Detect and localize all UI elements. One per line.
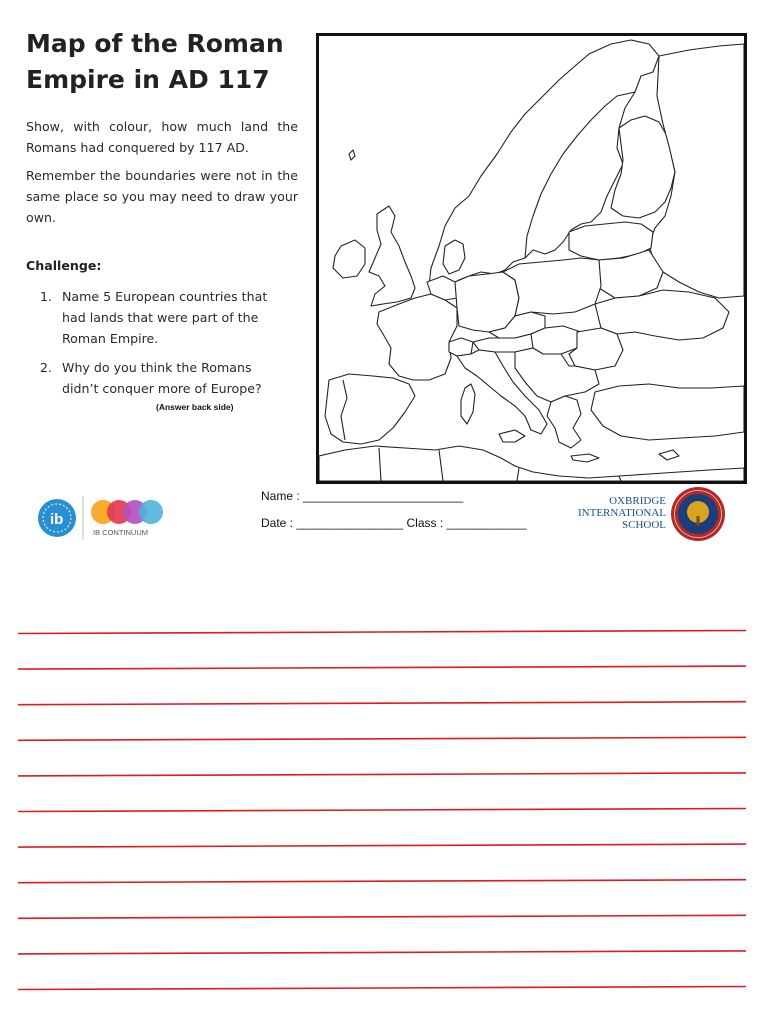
cyprus-outline xyxy=(659,450,679,460)
challenge-item-text: Why do you think the Romans didn’t conquer more of Europe? xyxy=(62,360,262,396)
france-outline xyxy=(377,294,457,380)
class-field[interactable]: ____________ xyxy=(446,516,527,530)
ib-continuum-logo xyxy=(36,494,176,544)
writing-lines xyxy=(0,610,768,1010)
name-row[interactable] xyxy=(261,489,527,516)
writing-line xyxy=(18,915,746,918)
turkey-outline xyxy=(591,384,744,440)
switzerland-outline xyxy=(449,338,473,356)
poland-outline xyxy=(503,258,601,316)
writing-line xyxy=(18,951,746,954)
name-field[interactable]: ________________________ xyxy=(303,489,464,503)
student-info-form xyxy=(261,489,527,543)
page-title: Map of the Roman Empire in AD 117 xyxy=(26,29,284,94)
challenge-item-number: 1. xyxy=(40,289,53,304)
writing-line xyxy=(18,702,746,705)
challenge-item xyxy=(40,357,290,399)
writing-line xyxy=(18,666,746,669)
instruction-text-1: Show, with colour, how much land the Romans had conquered by 117 AD. xyxy=(26,119,298,155)
challenge-item-number: 2. xyxy=(40,360,53,375)
writing-line xyxy=(18,631,746,634)
challenge-item xyxy=(40,286,290,349)
europe-map-drawing xyxy=(319,36,744,481)
sicily-outline xyxy=(499,430,525,442)
ib-continuum-text: IB CONTINUUM xyxy=(93,528,148,537)
name-label: Name : xyxy=(261,489,300,503)
challenge-list xyxy=(40,286,290,407)
writing-line xyxy=(18,809,746,812)
writing-line xyxy=(18,844,746,847)
hungary-outline xyxy=(531,326,581,354)
iberia-outline xyxy=(325,374,415,444)
date-field[interactable]: ________________ xyxy=(296,516,404,530)
writing-line xyxy=(18,737,746,740)
faroe-islands xyxy=(349,150,355,160)
romania-outline xyxy=(569,328,623,370)
instruction-text-2: Remember the boundaries were not in the same place so you may need to draw your own. xyxy=(26,168,298,225)
corsica-sardinia xyxy=(461,384,475,424)
answer-note: (Answer back side) xyxy=(156,402,234,412)
crete-outline xyxy=(571,454,599,462)
greece-outline xyxy=(547,396,581,448)
ib-mark: ib xyxy=(50,511,64,528)
north-africa-outline xyxy=(319,446,744,481)
great-britain-outline xyxy=(369,206,415,306)
writing-line xyxy=(18,987,746,990)
school-name-line: OXBRIDGE xyxy=(609,495,666,507)
school-name xyxy=(576,495,666,531)
school-crest-icon xyxy=(670,486,726,542)
school-name-line: INTERNATIONAL xyxy=(578,507,666,519)
oxbridge-school-logo xyxy=(576,482,726,542)
date-class-row xyxy=(261,516,527,543)
writing-line xyxy=(18,880,746,883)
europe-outline-map[interactable] xyxy=(316,33,747,484)
challenge-heading: Challenge: xyxy=(26,258,102,273)
date-label: Date : xyxy=(261,516,294,530)
writing-line xyxy=(18,773,746,776)
school-name-line: SCHOOL xyxy=(621,519,666,531)
challenge-item-text: Name 5 European countries that had lands that were part of the Roman Empire. xyxy=(62,289,268,346)
ukraine-outline xyxy=(595,290,729,340)
class-label: Class : xyxy=(406,516,444,530)
ireland-outline xyxy=(333,240,365,278)
